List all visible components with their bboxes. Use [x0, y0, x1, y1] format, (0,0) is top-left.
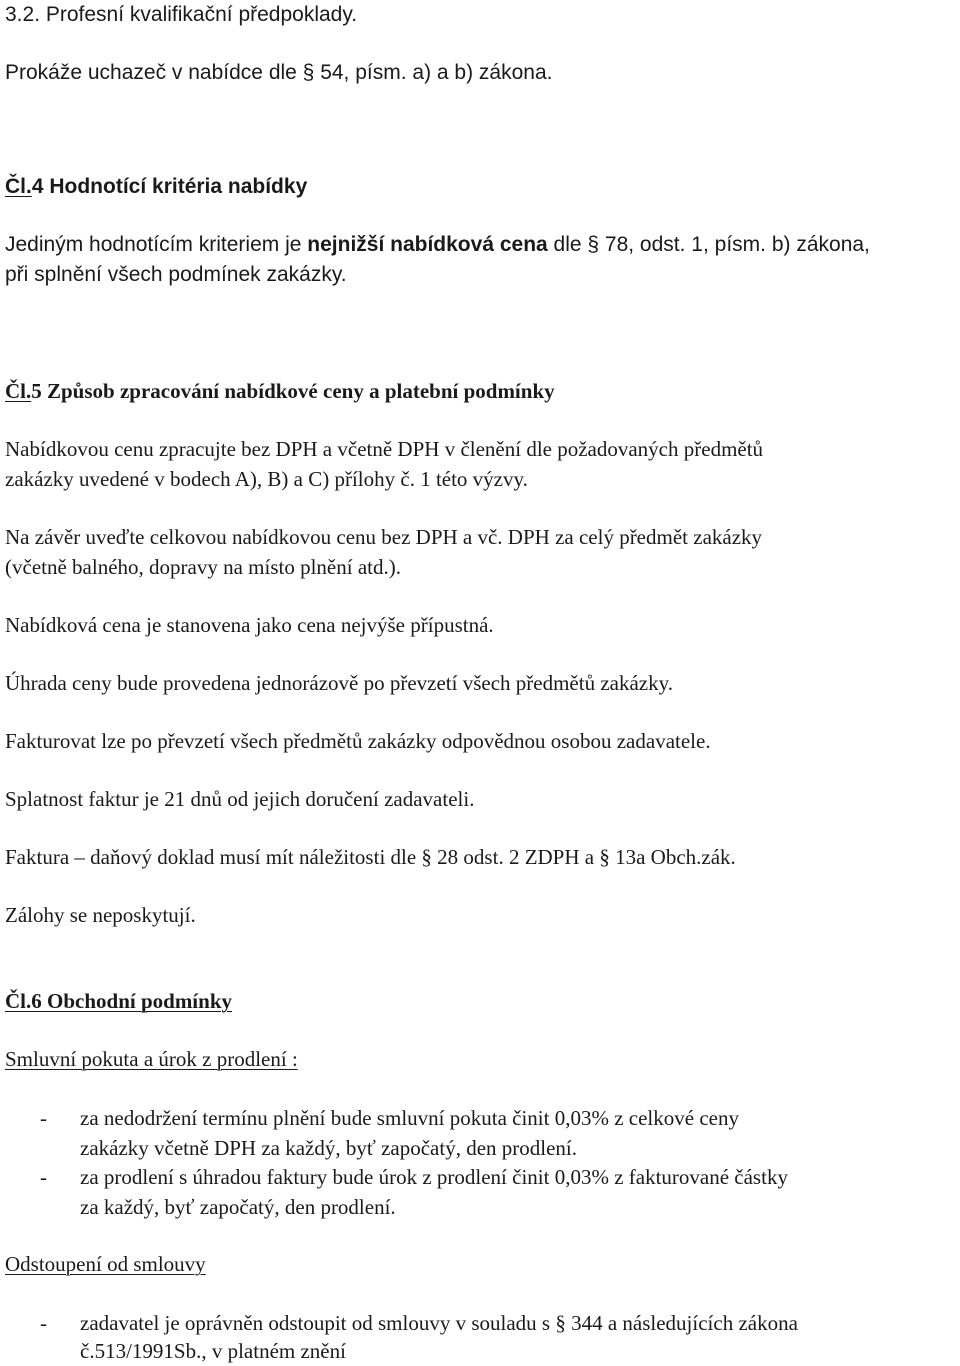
article-5-paragraph-4: Úhrada ceny bude provedena jednorázově po převzetí všech předmětů zakázky.: [5, 671, 673, 695]
list-item-line: za prodlení s úhradou faktury bude úrok z prodlení činit 0,03% z fakturované částky: [80, 1165, 788, 1189]
list-item-line: zadavatel je oprávněn odstoupit od smlouvy v souladu s § 344 a následujících zákona: [80, 1311, 798, 1335]
list-item-line: č.513/1991Sb., v platném znění: [80, 1339, 346, 1363]
article-4-criteria-line-2: při splnění všech podmínek zakázky.: [5, 263, 347, 286]
section-3-2-heading: 3.2. Profesní kvalifikační předpoklady.: [5, 3, 358, 26]
article-6-heading-prefix: Čl.: [5, 989, 32, 1013]
list-item-dash: -: [40, 1165, 47, 1189]
withdrawal-subheading-text: Odstoupení od smlouvy: [5, 1252, 206, 1276]
penalty-subheading: [5, 1044, 298, 1074]
article-5-paragraph-2-line-2: (včetně balného, dopravy na místo plnění atd.).: [5, 555, 401, 579]
list-item-line: za nedodržení termínu plnění bude smluvní pokuta činit 0,03% z celkové ceny: [80, 1106, 739, 1130]
article-5-paragraph-5: Fakturovat lze po převzetí všech předmětů zakázky odpovědnou osobou zadavatele.: [5, 729, 711, 753]
criteria-highlight: nejnižší nabídková cena: [307, 233, 548, 256]
criteria-text-after: dle § 78, odst. 1, písm. b) zákona,: [547, 233, 870, 256]
article-5-paragraph-7: Faktura – daňový doklad musí mít náležitosti dle § 28 odst. 2 ZDPH a § 13a Obch.zák.: [5, 845, 736, 869]
criteria-text-before: Jediným hodnotícím kriteriem je: [5, 233, 308, 256]
penalty-subheading-text: Smluvní pokuta a úrok z prodlení :: [5, 1047, 298, 1071]
article-4-heading-prefix: Čl.: [5, 175, 32, 198]
article-6-heading-title: 6 Obchodní podmínky: [31, 989, 233, 1013]
article-5-heading-prefix: Čl.: [5, 379, 32, 403]
withdrawal-subheading: [5, 1249, 206, 1279]
article-5-paragraph-3: Nabídková cena je stanovena jako cena nejvýše přípustná.: [5, 613, 494, 637]
list-item-line: za každý, byť započatý, den prodlení.: [80, 1195, 396, 1219]
article-4-heading: [5, 172, 307, 202]
list-item-dash: -: [40, 1106, 47, 1130]
article-5-paragraph-1-line-1: Nabídkovou cenu zpracujte bez DPH a včetně DPH v členění dle požadovaných předmětů: [5, 437, 764, 461]
article-6-heading: [5, 986, 232, 1016]
article-5-heading-title: 5 Způsob zpracování nabídkové ceny a platební podmínky: [31, 379, 555, 403]
section-3-2-text: Prokáže uchazeč v nabídce dle § 54, písm. a) a b) zákona.: [5, 61, 553, 84]
article-5-paragraph-1-line-2: zakázky uvedené v bodech A), B) a C) přílohy č. 1 této výzvy.: [5, 467, 528, 491]
list-item-line: zakázky včetně DPH za každý, byť započatý, den prodlení.: [80, 1136, 578, 1160]
article-5-paragraph-2-line-1: Na závěr uveďte celkovou nabídkovou cenu bez DPH a vč. DPH za celý předmět zakázky: [5, 525, 763, 549]
article-5-paragraph-6: Splatnost faktur je 21 dnů od jejich doručení zadavateli.: [5, 787, 475, 811]
article-4-heading-title: 4 Hodnotící kritéria nabídky: [31, 175, 308, 198]
list-item-dash: -: [40, 1311, 47, 1335]
article-4-criteria-line: [5, 230, 870, 260]
article-5-paragraph-8: Zálohy se neposkytují.: [5, 903, 196, 927]
article-5-heading: [5, 376, 555, 406]
